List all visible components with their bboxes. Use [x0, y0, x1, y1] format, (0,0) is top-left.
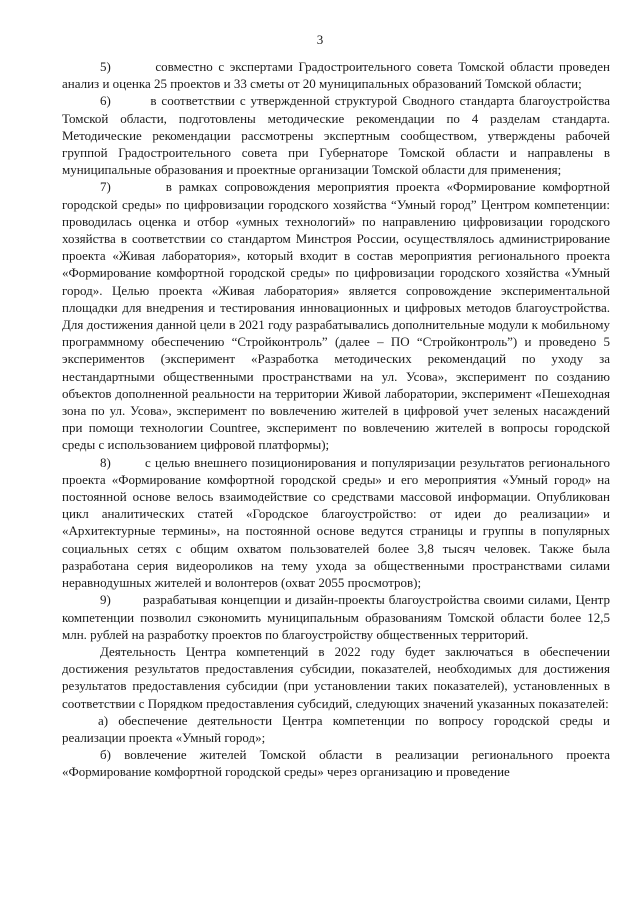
- paragraph-item-5: 5) совместно с экспертами Градостроительного совета Томской области проведен анализ и оценка 25 проектов и 33 сметы от 20 муниципальных образований Томской области;: [62, 59, 610, 92]
- paragraph-item-8: 8) с целью внешнего позиционирования и популяризации результатов регионального проекта «Формирование комфортной городской среды» и его мероприятия «Умный город» на постоянной основе велось взаимодействие со средствами массовой информации. Опубликован цикл аналитических статей «Городское благоустройство: от идеи до реализации» и «Архитектурные термины», на постоянной основе ведутся страницы и группы в популярных социальных сетях с общим охватом пользователей более 3,8 тысяч человек. Также была разработана серия видеороликов на тему ухода за общественными пространствами силами неравнодушных жителей и волонтеров (охват 2055 просмотров);: [62, 454, 610, 591]
- paragraph-activity-2022: Деятельность Центра компетенций в 2022 году будет заключаться в обеспечении достижения результатов предоставления субсидии, показателей, необходимых для достижения результатов предоставления субсидии (при установлении таких показателей), установленных в соответствии с Порядком предоставления субсидий, следующих значений указанных показателей:: [62, 643, 610, 711]
- page-number: 3: [316, 32, 324, 47]
- paragraph-item-6: 6) в соответствии с утвержденной структурой Сводного стандарта благоустройства Томской области, подготовлены методические рекомендации по 4 разделам стандарта. Методические рекомендации рассмотрены экспертным сообществом, утверждены рабочей группой Градостроительного совета при Губернаторе Томской области и направлены в муниципальные образования и проектные организации Томской области для применения;: [62, 93, 610, 178]
- paragraph-subitem-a: а) обеспечение деятельности Центра компетенции по вопросу городской среды и реализации проекта «Умный город»;: [62, 712, 610, 745]
- document-body: [62, 58, 610, 781]
- paragraph-subitem-b: б) вовлечение жителей Томской области в реализации регионального проекта «Формирование комфортной городской среды» через организацию и проведение: [62, 747, 610, 780]
- paragraph-item-9: 9) разрабатывая концепции и дизайн-проекты благоустройства своими силами, Центр компетенции позволил сэкономить муниципальным образованиям Томской области более 12,5 млн. рублей на разработку проектов по благоустройству общественных территорий.: [62, 592, 610, 642]
- paragraph-item-7: 7) в рамках сопровождения мероприятия проекта «Формирование комфортной городской среды» по цифровизации городского хозяйства “Умный город” Центром компетенции: проводилась оценка и отбор «умных технологий» по направлению цифровизации городского хозяйства в соответствии со стандартом Минстроя России, осуществлялось администрирование проекта «Живая лаборатория», который входит в состав мероприятия регионального проекта «Формирование комфортной городской среды» по цифровизации городского хозяйства «Умный город». Целью проекта «Живая лаборатория» является сопровождение экспериментальной площадки для внедрения и тестирования инновационных и цифровых методов благоустройства. Для достижения данной цели в 2021 году разрабатывались дополнительные модули к мобильному программному обеспечению “Стройконтроль” (далее – ПО “Стройконтроль”) и проведено 5 экспериментов (эксперимент «Разработка методических рекомендаций по уходу за нестандартными общественными пространствами на ул. Усова», эксперимент по созданию объектов дополненной реальности на территории Живой лаборатории, эксперимент «Пешеходная зона по ул. Усова», эксперимент по вовлечению жителей в цифровой учет зеленых насаждений при помощи технологии Countree, эксперимент по вовлечению жителей в вопросы городской среды с использованием цифровой платформы);: [62, 179, 610, 453]
